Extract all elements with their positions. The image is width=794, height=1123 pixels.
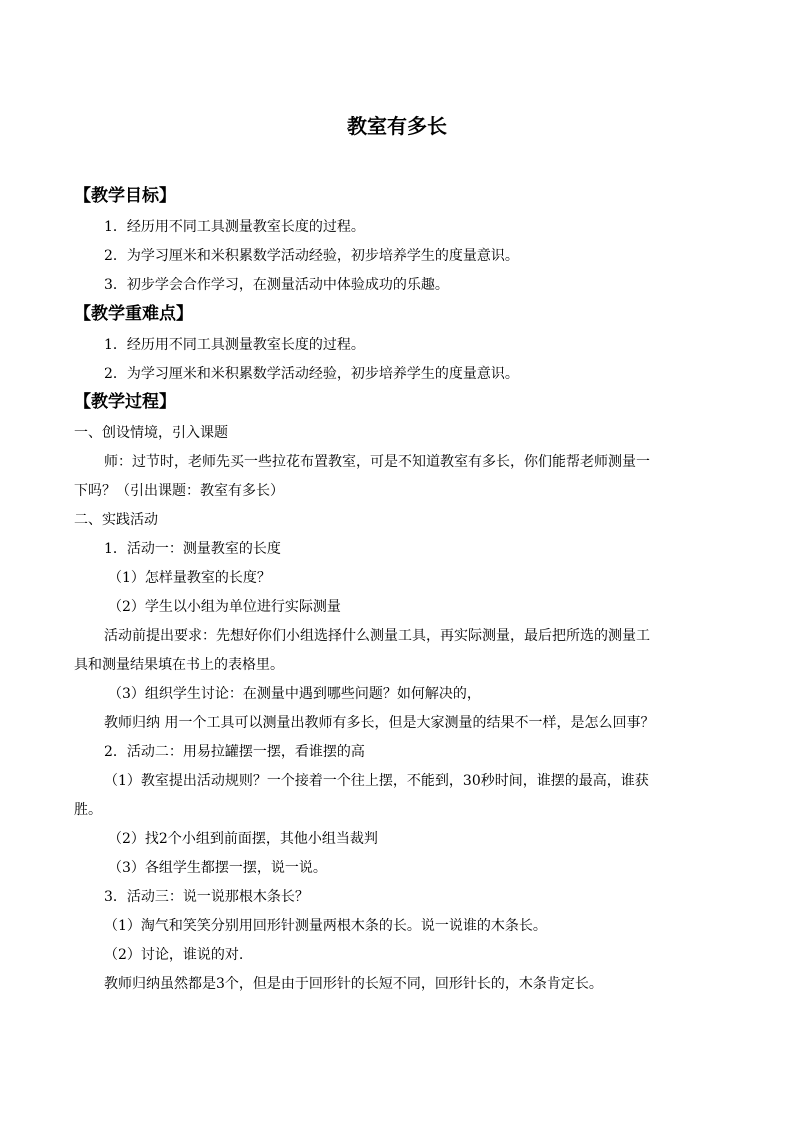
activity-step: （3）各组学生都摆一摆，说一说。 xyxy=(108,860,327,876)
section-heading-process: 【教学过程】 xyxy=(74,392,176,412)
paragraph-line: 教师归纳虽然都是3个，但是由于回形针的长短不同，回形针长的，木条肯定长。 xyxy=(104,976,603,992)
activity-step: （1）怎样量教室的长度？ xyxy=(108,570,271,586)
paragraph-line: 具和测量结果填在书上的表格里。 xyxy=(74,657,284,673)
activity-step: （1）淘气和笑笑分别用回形针测量两根木条的长。说一说谁的木条长。 xyxy=(104,918,547,934)
goal-item: 2．为学习厘米和米积累数学活动经验，初步培养学生的度量意识。 xyxy=(104,248,519,264)
paragraph-line: 活动前提出要求：先想好你们小组选择什么测量工具，再实际测量，最后把所选的测量工 xyxy=(104,628,650,644)
activity-title: 3．活动三：说一说那根木条长？ xyxy=(104,889,309,905)
key-point-item: 2．为学习厘米和米积累数学活动经验，初步培养学生的度量意识。 xyxy=(104,366,519,382)
part-title: 二、实践活动 xyxy=(74,512,158,528)
section-heading-key-points: 【教学重难点】 xyxy=(74,304,193,324)
key-point-item: 1．经历用不同工具测量教室长度的过程。 xyxy=(104,337,365,353)
activity-step: （2）找2个小组到前面摆，其他小组当裁判 xyxy=(108,831,378,847)
activity-title: 1．活动一：测量教室的长度 xyxy=(104,541,281,557)
part-title: 一、创设情境，引入课题 xyxy=(74,425,228,441)
section-heading-goals: 【教学目标】 xyxy=(74,186,176,206)
activity-step: （2）讨论，谁说的对. xyxy=(104,947,244,963)
page-title: 教室有多长 xyxy=(347,114,447,138)
goal-item: 3．初步学会合作学习，在测量活动中体验成功的乐趣。 xyxy=(104,277,449,293)
activity-step: （1）教室提出活动规则？一个接着一个往上摆，不能到，30秒时间，谁摆的最高，谁获 xyxy=(104,773,649,789)
paragraph-line: 教师归纳 用一个工具可以测量出教师有多长，但是大家测量的结果不一样，是怎么回事？ xyxy=(104,715,655,731)
activity-title: 2．活动二：用易拉罐摆一摆，看谁摆的高 xyxy=(104,744,365,760)
paragraph-line: 下吗？（引出课题：教室有多长） xyxy=(74,483,284,499)
paragraph-line: 胜。 xyxy=(74,802,102,818)
goal-item: 1．经历用不同工具测量教室长度的过程。 xyxy=(104,219,365,235)
paragraph-line: 师：过节时，老师先买一些拉花布置教室，可是不知道教室有多长，你们能帮老师测量一 xyxy=(104,454,650,470)
activity-step: （2）学生以小组为单位进行实际测量 xyxy=(108,599,341,615)
activity-step: （3）组织学生讨论：在测量中遇到哪些问题？如何解决的， xyxy=(108,686,481,702)
